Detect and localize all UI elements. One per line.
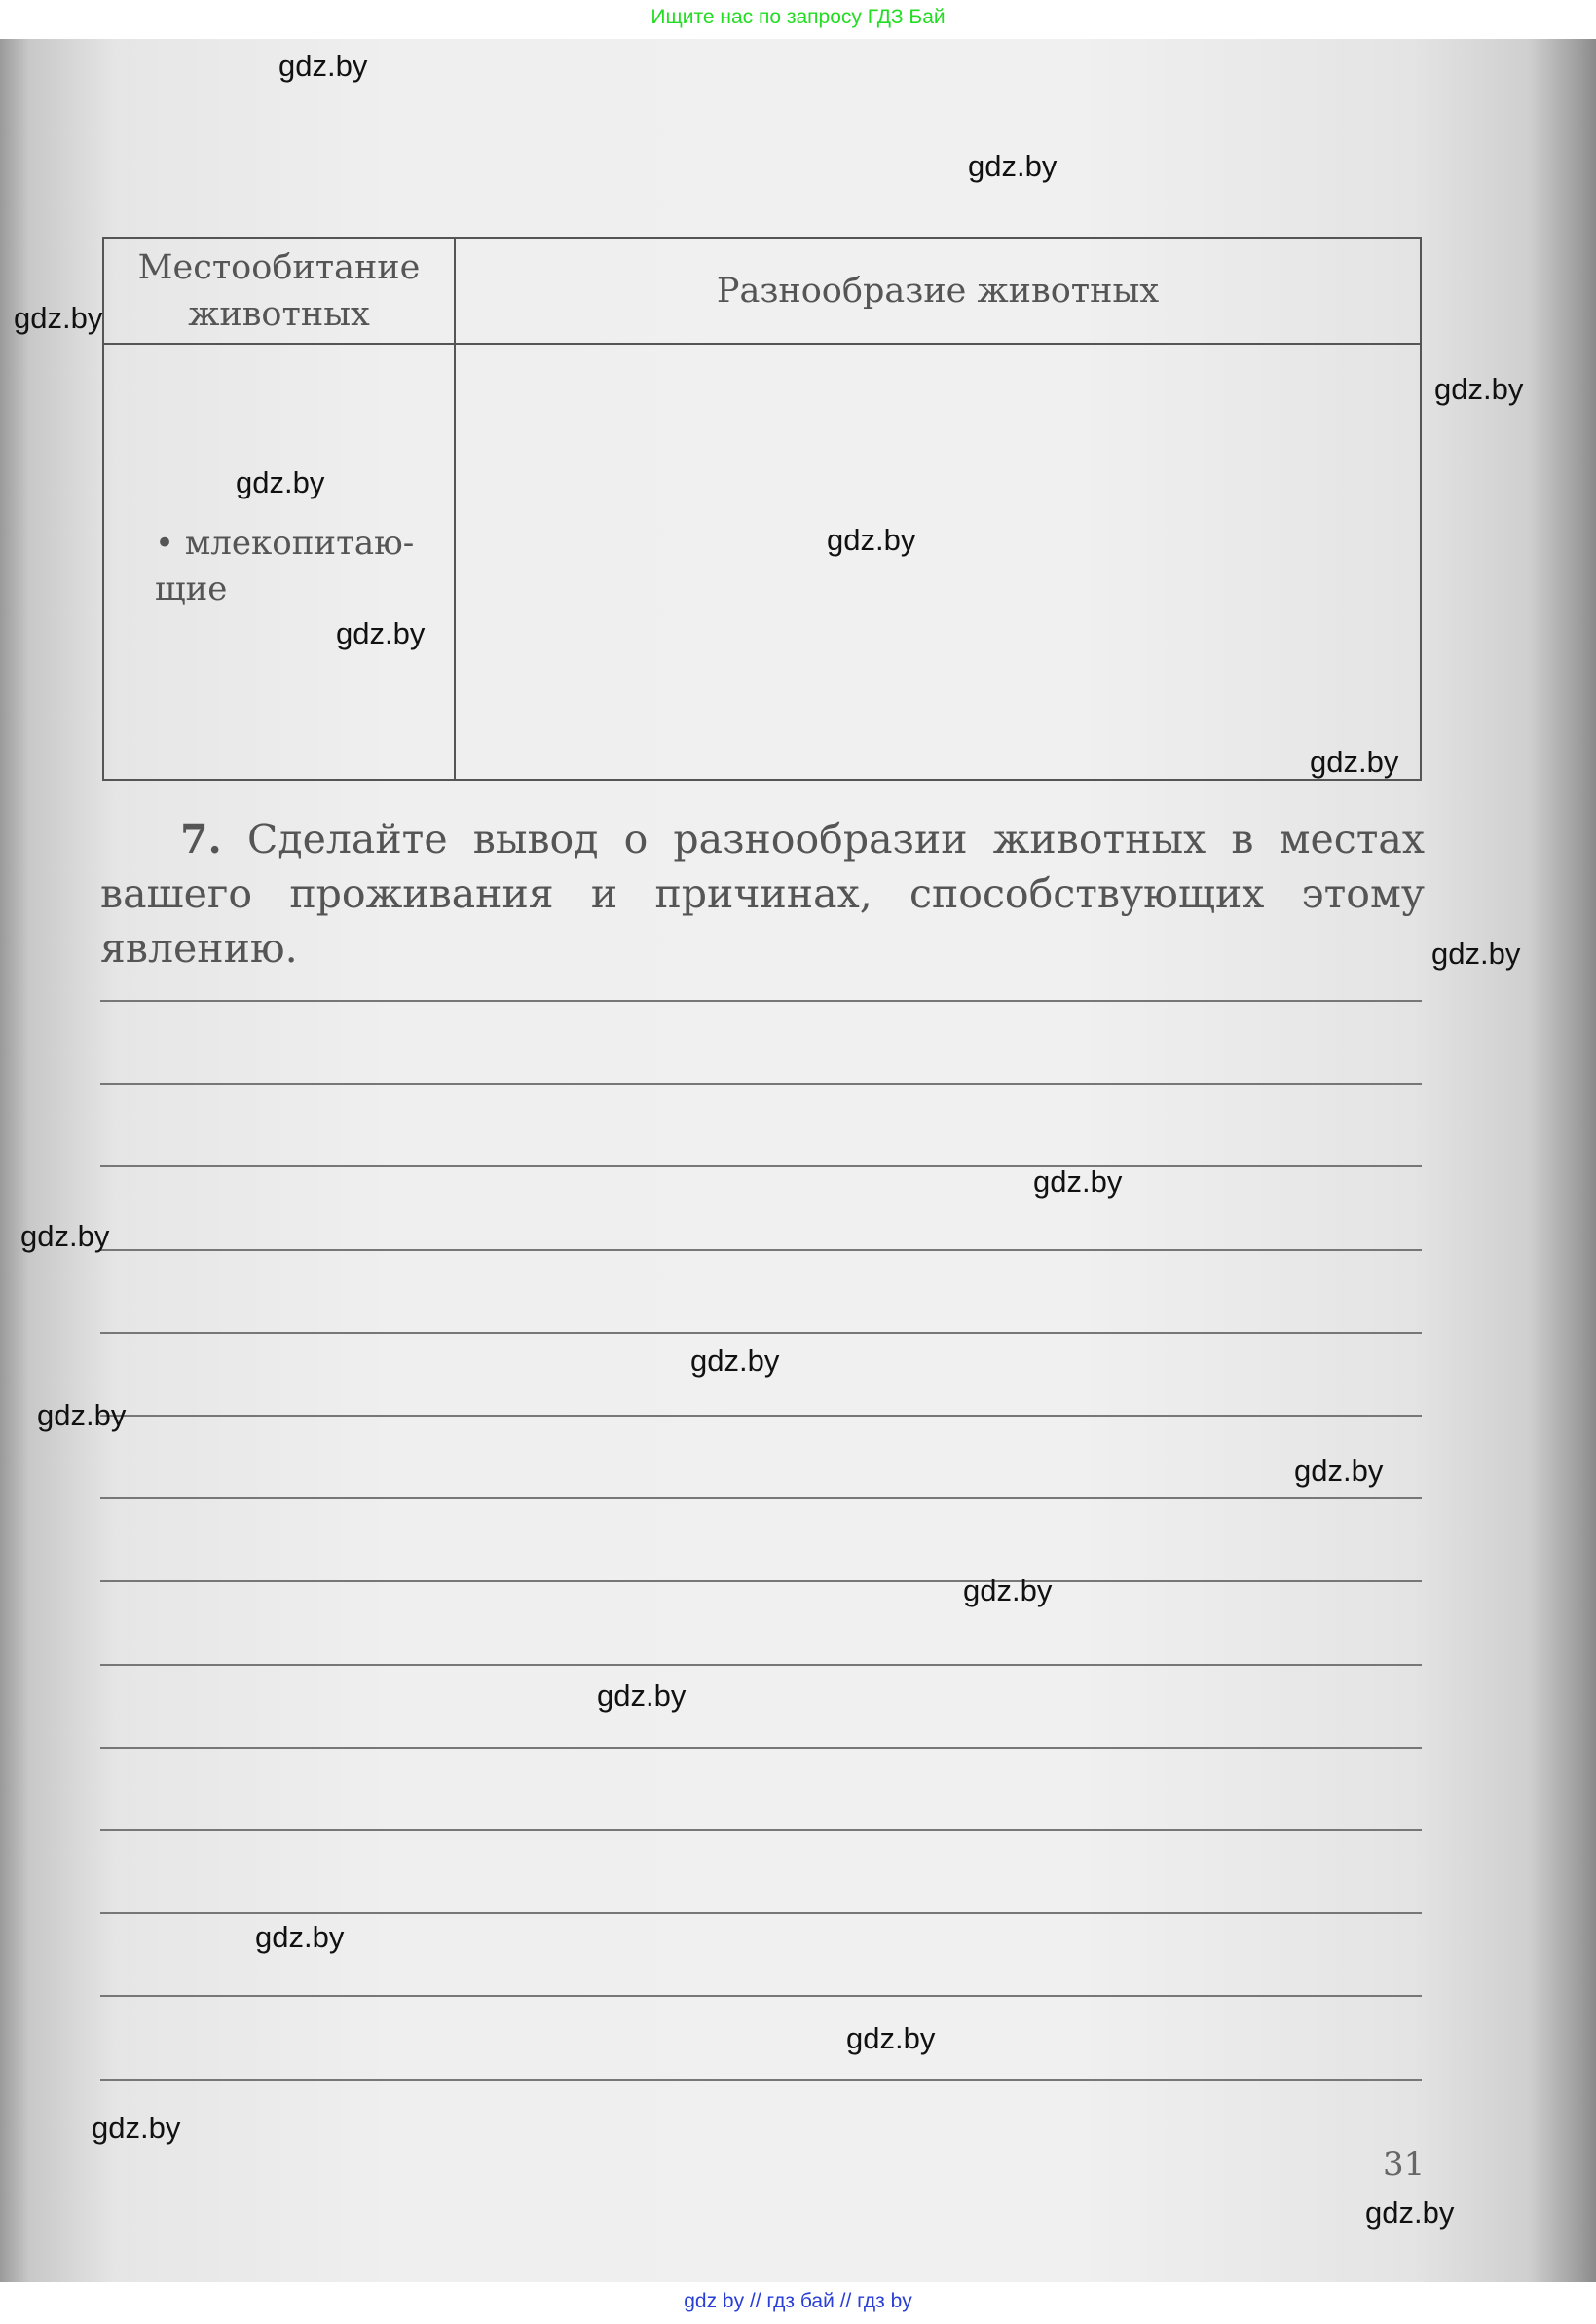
task-text: Сделайте вывод о разнообразии животных в местах вашего проживания и причинах, способствующих этому явлению. xyxy=(100,816,1425,972)
habitat-line1: • млекопитаю- xyxy=(155,524,415,563)
answer-line[interactable] xyxy=(100,1083,1422,1085)
watermark-text: gdz.by xyxy=(92,2111,181,2145)
answer-line[interactable] xyxy=(100,1332,1422,1334)
watermark-text: gdz.by xyxy=(1294,1454,1384,1488)
header-divider xyxy=(104,343,1420,345)
watermark-text: gdz.by xyxy=(846,2021,936,2055)
watermark-text: gdz.by xyxy=(690,1344,780,1378)
watermark-text: gdz.by xyxy=(597,1678,687,1713)
answer-line[interactable] xyxy=(100,1497,1422,1499)
answer-line[interactable] xyxy=(100,1249,1422,1251)
answer-line[interactable] xyxy=(100,2079,1422,2081)
watermark-text: gdz.by xyxy=(20,1219,110,1253)
answer-line[interactable] xyxy=(100,1829,1422,1831)
watermark-text: gdz.by xyxy=(236,465,325,499)
watermark-text: gdz.by xyxy=(336,616,426,650)
watermark-text: gdz.by xyxy=(278,49,368,83)
watermark-text: gdz.by xyxy=(968,149,1058,183)
habitat-line2: щие xyxy=(155,570,228,609)
bottom-footer: gdz by // гдз бай // гдз by xyxy=(684,2290,912,2312)
watermark-text: gdz.by xyxy=(255,1920,345,1954)
watermark-text: gdz.by xyxy=(1365,2195,1455,2230)
answer-line[interactable] xyxy=(100,1000,1422,1002)
header-habitat-line2: животных xyxy=(188,295,370,334)
task-number: 7. xyxy=(180,816,222,863)
header-habitat xyxy=(104,244,454,338)
answer-line[interactable] xyxy=(100,1664,1422,1666)
watermark-text: gdz.by xyxy=(963,1573,1053,1607)
top-banner: Ищите нас по запросу ГДЗ Бай xyxy=(650,6,946,28)
answer-line[interactable] xyxy=(100,1415,1422,1417)
habitat-table xyxy=(102,237,1422,781)
page-number: 31 xyxy=(1383,2145,1426,2184)
column-divider xyxy=(454,239,456,779)
watermark-text: gdz.by xyxy=(1310,745,1399,779)
watermark-text: gdz.by xyxy=(1434,372,1524,406)
answer-line[interactable] xyxy=(100,1912,1422,1914)
answer-line[interactable] xyxy=(100,1580,1422,1582)
header-habitat-line1: Местообитание xyxy=(137,248,421,287)
watermark-text: gdz.by xyxy=(827,523,916,557)
habitat-cell xyxy=(155,521,414,612)
answer-line[interactable] xyxy=(100,1165,1422,1167)
watermark-text: gdz.by xyxy=(14,301,103,335)
task-7 xyxy=(100,812,1425,976)
answer-line[interactable] xyxy=(100,1995,1422,1997)
watermark-text: gdz.by xyxy=(37,1398,127,1432)
watermark-text: gdz.by xyxy=(1431,937,1521,971)
answer-line[interactable] xyxy=(100,1747,1422,1749)
header-diversity: Разнообразие животных xyxy=(716,272,1160,311)
watermark-text: gdz.by xyxy=(1033,1164,1123,1199)
